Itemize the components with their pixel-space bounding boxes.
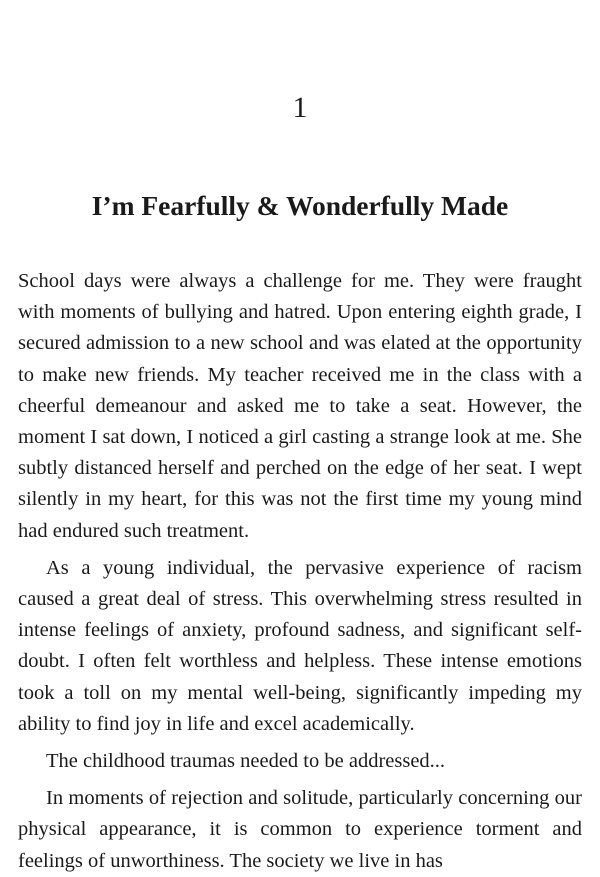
chapter-title: I’m Fearfully & Wonderfully Made (91, 190, 509, 221)
paragraph-3: The childhood traumas needed to be addressed... (46, 750, 446, 773)
paragraph-2: As a young individual, the pervasive experience of racism caused a great deal of stress. This overwhelming stress resulted in intense feelings of anxiety, profound sadness, and significant self-doubt. I often felt worthless and helpless. These intense emotions took a toll on my mental well-being, significantly impeding my ability to find joy in life and excel academically. (18, 556, 582, 735)
chapter-number: 1 (292, 91, 308, 124)
paragraph-1: School days were always a challenge for me. They were fraught with moments of bullying and hatred. Upon entering eighth grade, I secured admission to a new school and was elated at the opportunity to make new friends. My teacher received me in the class with a cheerful demeanour and asked me to take a seat. However, the moment I sat down, I noticed a girl casting a strange look at me. She subtly distanced herself and perched on the edge of her seat. I wept silently in my heart, for this was not the first time my young mind had endured such treatment. (18, 270, 582, 542)
chapter-body (18, 266, 582, 877)
paragraph-4: In moments of rejection and solitude, particularly concerning our physical appearance, it is common to experience torment and feelings of unworthiness. The society we live in has (18, 787, 582, 872)
